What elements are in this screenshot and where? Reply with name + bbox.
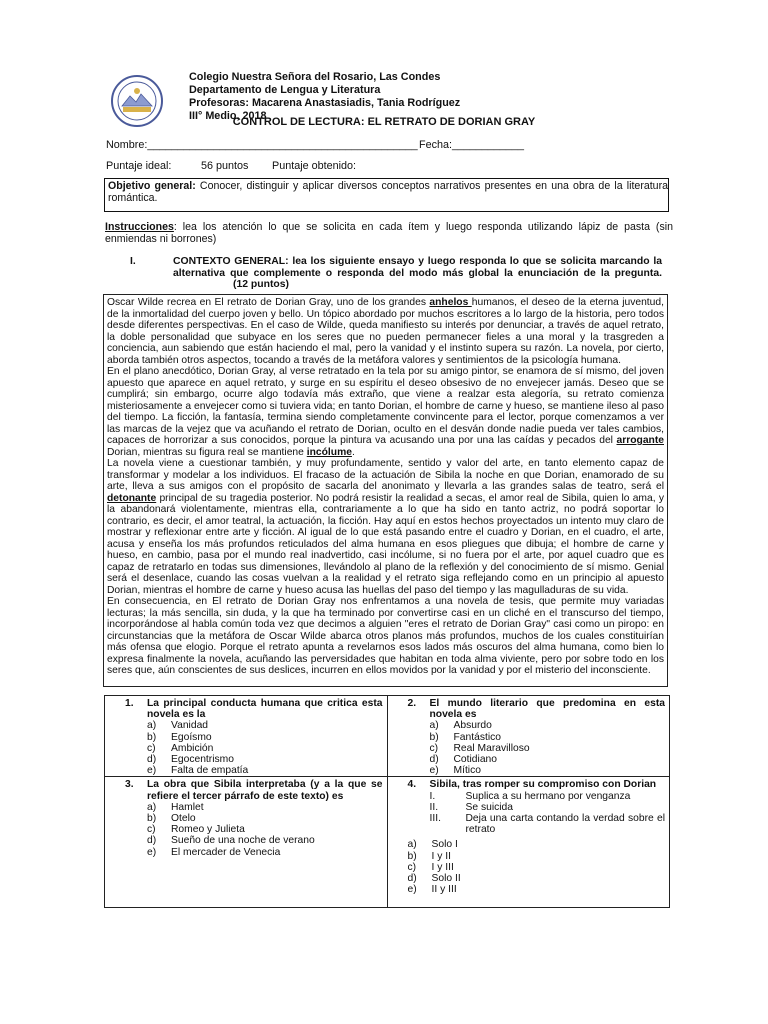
option-text: Solo II (431, 873, 461, 885)
passage-text: Dorian, mientras su figura real se mantiene (107, 446, 307, 458)
section-text: CONTEXTO GENERAL: lea los siguiente ensayo y luego responda lo que se solicita marcando la alternativa que complemente o responda del modo más global la enunciación de la pregunta. (173, 256, 662, 279)
keyword: arrogante (616, 435, 664, 446)
option-letter: a) (147, 720, 157, 732)
keyword: detonante (107, 492, 157, 504)
option-text: El mercader de Venecia (171, 846, 281, 858)
option-text: Falta de empatía (171, 765, 249, 777)
option-text: I y III (431, 861, 454, 873)
option-text: Real Maravilloso (453, 742, 530, 754)
option[interactable] (408, 839, 666, 850)
option-text: I y II (431, 850, 451, 862)
objective-text: Conocer, distinguir y aplicar diversos conceptos narrativos presentes en una obra de la literatura romántica. (108, 180, 668, 204)
department-name: Departamento de Lengua y Literatura (189, 84, 381, 96)
option[interactable] (125, 835, 383, 846)
option-text: Ambición (171, 742, 214, 754)
option-letter: c) (429, 742, 439, 754)
option[interactable] (125, 743, 383, 754)
option[interactable] (408, 851, 666, 862)
option-letter: b) (147, 731, 157, 743)
option-letter: d) (147, 754, 157, 766)
passage-paragraph-2 (107, 366, 664, 458)
option-letter: c) (407, 861, 417, 873)
statement-number: II. (429, 801, 439, 813)
passage-paragraph-1 (107, 297, 664, 366)
option-letter: d) (407, 873, 417, 885)
option-letter: a) (147, 801, 157, 813)
option[interactable] (125, 847, 383, 858)
option-letter: e) (429, 765, 439, 777)
statement (408, 813, 666, 835)
option[interactable] (408, 743, 666, 754)
option-text: Egocentrismo (171, 754, 234, 766)
question-4 (387, 777, 670, 908)
instructions-text: : lea los atención lo que se solicita en cada ítem y luego responda utilizando lápiz de pasta (sin enmiendas ni borrones) (105, 221, 673, 245)
option-letter: c) (147, 742, 156, 754)
statement-text: Se suicida (465, 801, 514, 813)
option-letter: a) (429, 720, 439, 732)
option-letter: b) (147, 813, 157, 825)
statement-text: Deja una carta contando la verdad sobre el retrato (465, 813, 665, 836)
option-letter: d) (147, 835, 157, 847)
passage-text: . (351, 446, 355, 458)
objective-box (104, 178, 669, 212)
option-text: Fantástico (453, 731, 502, 743)
option-text: Egoísmo (171, 731, 212, 743)
option-letter: e) (147, 846, 157, 858)
passage-paragraph-3 (107, 458, 664, 596)
question-text: Sibila, tras romper su compromiso con Dorian (429, 779, 657, 791)
reading-passage (103, 294, 668, 687)
option[interactable] (125, 732, 383, 743)
passage-text: La novela viene a cuestionar también, y muy profundamente, sentido y valor del arte, en tanto elemento capaz de transformar y modelar a los individuos. El fracaso de la actuación de Sibila la noche en que Dorian, enamorado de su arte, lleva a sus amigos con el propósito de sacarla del anonimato y llevarla a las grandes salas de teatro, será el (107, 458, 664, 492)
option[interactable] (125, 802, 383, 813)
passage-text: En el plano anecdótico, Dorian Gray, al verse retratado en la tela por su amigo pintor, se enamora de sí mismo, del joven apuesto que aparece en aquel retrato, y surge en su espíritu el deseo obsesivo de no envejecer jamás. Deseo que se cumplirá; sin embargo, ocurre algo todavía más extraño, que viene a realzar esta alegoría, su retrato comienza misteriosamente a envejecer como si tuviera vida; en tanto Dorian, el hombre de carne y hueso, se mantiene ileso al paso del tiempo. La ficción, la fantasía, termina siendo completamente convincente para el lector, porque comenzamos a ver las marcas de la vejez que va acuñando el retrato de Dorian, oculto en el desván donde nadie pueda ver tales cambios, capaces de horrorizar a sus conocidos, porque la pintura va acusando una por una las caídas y pecados del (107, 366, 664, 446)
passage-paragraph-4: En consecuencia, en El retrato de Dorian Gray nos enfrentamos a una novela de tesis, que permite muy variadas lecturas; la más sencilla, sin duda, y la que ha terminado por convertirse casi en un cliché en el transcurso del tiempo, incorporándose al habla común toda vez que decimos a alguien "eres el retrato de Dorian Gray" casi como un piropo: en circunstancias que la metáfora de Oscar Wilde abarca otros planos más profundos, muchos de los cuales constituirían más ofensa que elogio. Porque el retrato apunta a revelarnos esos lados más oscuros del alma humana, como bien lo expresa finalmente la novela, acuñando las perversidades que habitan en toda alma viviente, pero por sobre todo en los seres que, aún conscientes de sus deslices, incurren en ellos movidos por la vanidad y por el misterio del inconsciente. (107, 596, 664, 676)
question-text: La principal conducta humana que critica esta novela es la (147, 698, 383, 721)
option[interactable] (125, 720, 383, 731)
statement-text: Suplica a su hermano por venganza (465, 790, 631, 802)
section-heading (173, 256, 662, 291)
teachers: Profesoras: Macarena Anastasiadis, Tania Rodríguez (189, 97, 461, 109)
objective-label: Objetivo general: (108, 180, 196, 192)
question-number: 4. (407, 779, 417, 791)
option-letter: a) (407, 839, 417, 851)
statement-number: III. (429, 813, 441, 825)
option[interactable] (408, 720, 666, 731)
keyword: incólume (306, 446, 352, 458)
question-text: La obra que Sibila interpretaba (y a la que se refiere el tercer párrafo de este texto) es (147, 779, 383, 802)
option-text: Absurdo (453, 720, 492, 732)
option-text: Cotidiano (453, 754, 498, 766)
option-letter: e) (147, 765, 157, 777)
option-text: Hamlet (171, 801, 204, 813)
option[interactable] (125, 754, 383, 765)
option-letter: d) (429, 754, 439, 766)
keyword: anhelos (429, 297, 472, 308)
question-number: 1. (125, 698, 134, 709)
score-ideal-label: Puntaje ideal: (106, 160, 172, 172)
option-text: Sueño de una noche de verano (171, 835, 315, 847)
question-1 (105, 696, 388, 777)
score-obtained-label: Puntaje obtenido: (272, 160, 357, 172)
statement (408, 791, 666, 802)
option[interactable] (408, 873, 666, 884)
level: III° Medio, 2018 (189, 110, 267, 122)
option-text: Solo I (431, 839, 458, 851)
option-letter: e) (407, 884, 417, 896)
option[interactable] (408, 862, 666, 873)
option-text: Mítico (453, 765, 481, 777)
option[interactable] (125, 765, 383, 776)
instructions-label: Instrucciones (105, 221, 174, 233)
statement-number: I. (429, 790, 436, 802)
score-ideal-value: 56 puntos (201, 160, 249, 172)
option-text: Vanidad (171, 720, 209, 732)
option-letter: c) (147, 824, 156, 836)
option-letter: b) (429, 731, 439, 743)
statement (408, 802, 666, 813)
question-3 (105, 777, 388, 908)
option-letter: b) (407, 850, 417, 862)
option[interactable] (408, 732, 666, 743)
questions-table (104, 695, 670, 908)
option[interactable] (408, 765, 666, 776)
passage-text: principal de su tragedia posterior. No podrá resistir la realidad a secas, el amor real de Sibila, quien lo ama, y la abandonará violentamente, mientras ella, contrariamente a lo que ha sido en tanto actriz, no podrá soportar lo contrario, es decir, el amor teatral, la actuación, la ficción. Hay aquí en estos hechos proyectados un intento muy claro de mostrar y reflexionar entre arte y ficción. Al igual de lo que está pasando entre el cuadro y Dorian, en el cuadro, el arte, acusa y enseña los más profundos reticulados del alma humana en esos pliegues que dibuja; el hombre de carne y hueso, en cambio, pasa por el mundo real inadvertido, casi incólume, si no fuera por el arte, por aquel cuadro que es capaz de retratarlo en todas sus dimensiones, llevándolo al plano de la reflexión y del conocimiento de sí mismo. Genial será el desenlace, cuando las cosas vuelvan a la realidad y el retrato siga reflejando como en un principio al apuesto Dorian, mientras el hombre de carne y hueso acusa las huellas del paso del tiempo y las magulladuras de su vida. (107, 492, 664, 596)
question-2 (387, 696, 670, 777)
document-title: CONTROL DE LECTURA: EL RETRATO DE DORIAN GRAY (232, 116, 536, 128)
option[interactable] (408, 884, 666, 895)
section-number: I. (130, 256, 136, 267)
option-text: II y III (431, 884, 457, 896)
instructions (105, 222, 673, 245)
school-name: Colegio Nuestra Señora del Rosario, Las Condes (189, 71, 441, 83)
passage-text: Oscar Wilde recrea en El retrato de Dorian Gray, uno de los grandes (107, 297, 430, 308)
option-text: Romeo y Julieta (171, 824, 245, 836)
date-field[interactable]: Fecha:____________ (419, 139, 525, 151)
question-text: El mundo literario que predomina en esta novela es (429, 698, 665, 721)
option-text: Otelo (171, 813, 196, 825)
question-number: 3. (125, 779, 134, 791)
name-field[interactable]: Nombre:_____________________________________________ (106, 139, 418, 151)
section-points: (12 puntos) (233, 279, 289, 291)
option[interactable] (125, 813, 383, 824)
passage-text: humanos, el deseo de la eterna juventud, de la inmortalidad del cuerpo joven y bello. Un tópico abordado por muchos escritores a lo largo de la historia, pero todos desde diferentes perspectivas. En el caso de Wilde, queda manifiesto su interés por denunciar, a través de aquel retrato, la doble personalidad que subyace en los seres que no pueden permanecer fieles a una moral y la trasgreden a conciencia, aun sabiendo que están haciendo el mal, pero la vanidad y el instinto supera su razón. La novela, por cierto, aborda también otros aspectos, tocando a través de la metáfora valores y sentimientos de la psicología humana. (107, 297, 664, 366)
question-number: 2. (407, 698, 417, 709)
option[interactable] (125, 824, 383, 835)
option[interactable] (408, 754, 666, 765)
